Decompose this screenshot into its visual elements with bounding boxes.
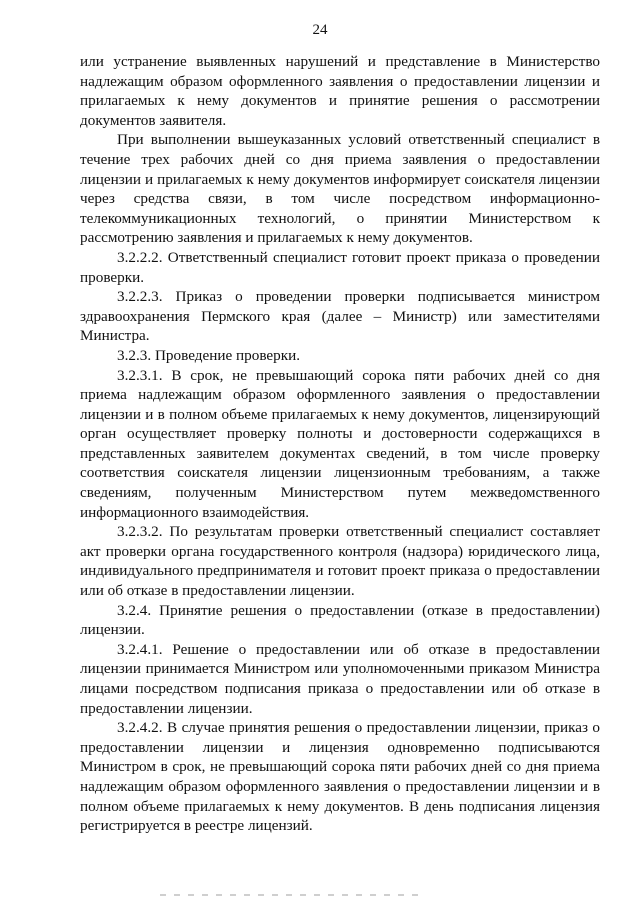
paragraph-conditions: При выполнении вышеуказанных условий ответственный специалист в течение трех рабочих дней со дня приема заявления о предоставлении лицензии и прилагаемых к нему документов информирует соискателя лицензии через средства связи, в том числе посредством информационно-телекоммуникационных технологий, о принятии Министерством к рассмотрению заявления и прилагаемых к нему документов. [80,131,600,247]
scan-artifact-line [160,894,420,896]
page-number: 24 [312,22,328,38]
document-body [80,52,600,836]
paragraph-3-2-3-1: 3.2.3.1. В срок, не превышающий сорока пяти рабочих дней со дня приема надлежащим образом оформленного заявления о предоставлении лицензии и в полном объеме прилагаемых к нему документов, лицензирующий орган осуществляет проверку полноты и достоверности содержащихся в представленных заявителем документах сведений, в том числе проверку соответствия соискателя лицензии лицензионным требованиям, а также сведениям, полученным Министерством путем межведомственного информационного взаимодействия. [80,366,600,521]
paragraph-3-2-4-1: 3.2.4.1. Решение о предоставлении или об отказе в предоставлении лицензии принимается Министром или уполномоченными приказом Министра лицами посредством подписания приказа о предоставлении или об отказе в предоставлении лицензии. [80,640,600,717]
paragraph-3-2-2-3: 3.2.2.3. Приказ о проведении проверки подписывается министром здравоохранения Пермского края (далее – Министр) или заместителями Министра. [80,288,600,345]
paragraph-continuation: или устранение выявленных нарушений и представление в Министерство надлежащим образом оформленного заявления о предоставлении лицензии и прилагаемых к нему документов и принятие решения о рассмотрении документов заявителя. [80,53,600,129]
paragraph-3-2-4: 3.2.4. Принятие решения о предоставлении (отказе в предоставлении) лицензии. [80,601,600,639]
paragraph-3-2-2-2: 3.2.2.2. Ответственный специалист готовит проект приказа о проведении проверки. [80,248,600,286]
paragraph-3-2-3-2: 3.2.3.2. По результатам проверки ответственный специалист составляет акт проверки органа государственного контроля (надзора) юридического лица, индивидуального предпринимателя и готовит проект приказа о предоставлении или об отказе в предоставлении лицензии. [80,523,600,600]
paragraph-3-2-3: 3.2.3. Проведение проверки. [117,346,301,364]
paragraph-3-2-4-2: 3.2.4.2. В случае принятия решения о предоставлении лицензии, приказ о предоставлении лицензии и лицензия одновременно подписываются Министром в срок, не превышающий сорока пяти рабочих дней со дня приема надлежащим образом оформленного заявления о предоставлении лицензии и в полном объеме прилагаемых к нему документов. В день подписания лицензия регистрируется в реестре лицензий. [80,719,600,835]
